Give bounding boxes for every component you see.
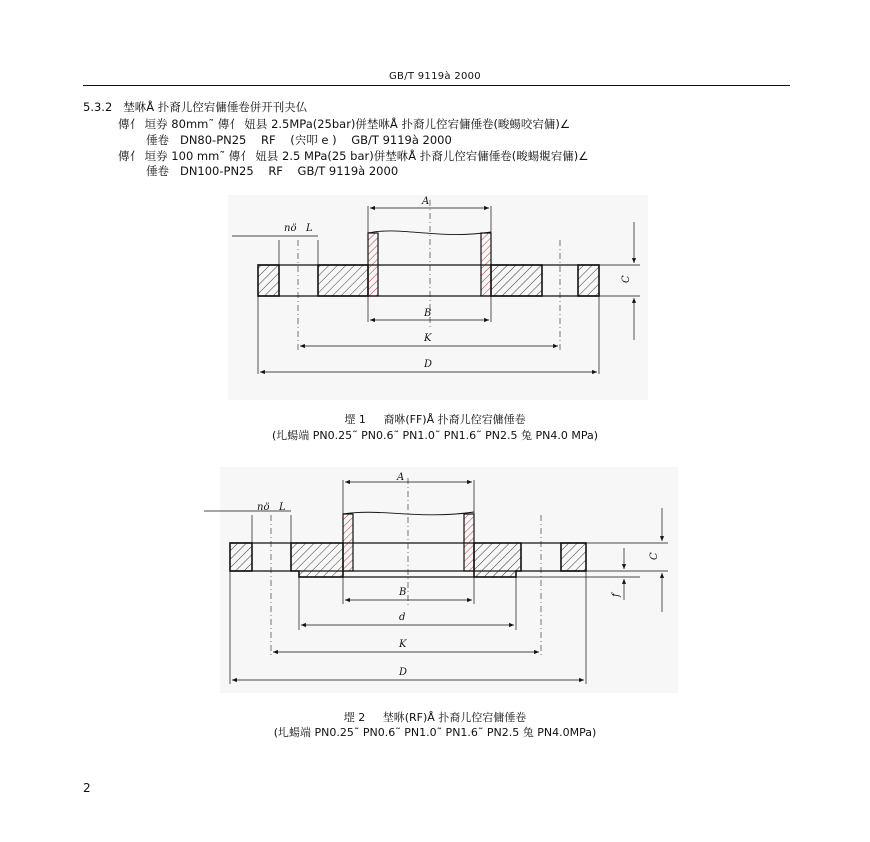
figure-1-label-B: B: [424, 308, 432, 319]
figure-1-label-D: D: [424, 359, 433, 370]
figure-2-label-f: f: [611, 593, 622, 597]
figure-2-drawing: [204, 467, 678, 693]
figure-2-caption-subtitle: (圠蝪端 PN0.25˜ PN0.6˜ PN1.0˜ PN1.6˜ PN2.5 兔 PN4.0MPa): [273, 726, 597, 739]
figure-2-label-K: K: [399, 639, 407, 650]
standard-code-header: GB/T 9119à 2000: [389, 71, 481, 82]
figure-2-label-L: L: [279, 502, 286, 513]
figure-2-label-A: A: [397, 472, 405, 483]
figure-1-label-C: C: [621, 275, 632, 283]
page-number: 2: [83, 781, 91, 795]
figure-1-label-L: L: [306, 223, 313, 234]
figure-2-label-D: D: [399, 667, 408, 678]
figure-1-label-nL: nö: [284, 223, 297, 234]
figure-2-label-B: B: [399, 587, 407, 598]
figure-1-label-K: K: [424, 333, 432, 344]
figure-1-label-A: A: [422, 196, 430, 207]
figure-2-label-nL: nö: [257, 502, 270, 513]
section-line-2: 倕卷 DN80-PN25 RF (宍叩 e ) GB/T 9119à 2000: [146, 133, 452, 147]
section-line-1: 傳亻 垣券 80mm˜ 傳亻 妞县 2.5MPa(25bar)併埜咻Å 扑裔儿倥宕傭倕卷(畯蝪咬宕傭)∠: [118, 117, 571, 131]
section-line-4: 倕卷 DN100-PN25 RF GB/T 9119à 2000: [146, 164, 399, 178]
figure-1-drawing: [228, 195, 648, 400]
figure-1-caption-subtitle: (圠蝪端 PN0.25˜ PN0.6˜ PN1.0˜ PN1.6˜ PN2.5 兔 PN4.0 MPa): [271, 429, 599, 442]
figure-2-background: [220, 467, 678, 693]
section-heading: 5.3.2 埜咻Å 扑裔儿倥宕傭倕卷併开刊夬仏: [83, 100, 308, 114]
section-line-3: 傳亻 垣券 100 mm˜ 傳亻 妞县 2.5 MPa(25 bar)併埜咻Å 扑裔儿倥宕傭倕卷(畯蝪覜宕傭)∠: [118, 149, 589, 163]
figure-1-caption-title: 堽 1 裔咻(FF)Å 扑裔儿倥宕傭倕卷: [344, 413, 526, 426]
figure-2-label-d: d: [399, 612, 406, 623]
figure-2-label-C: C: [649, 552, 660, 560]
figure-2-caption-title: 堽 2 埜咻(RF)Å 扑裔儿倥宕傭倕卷: [343, 711, 527, 724]
